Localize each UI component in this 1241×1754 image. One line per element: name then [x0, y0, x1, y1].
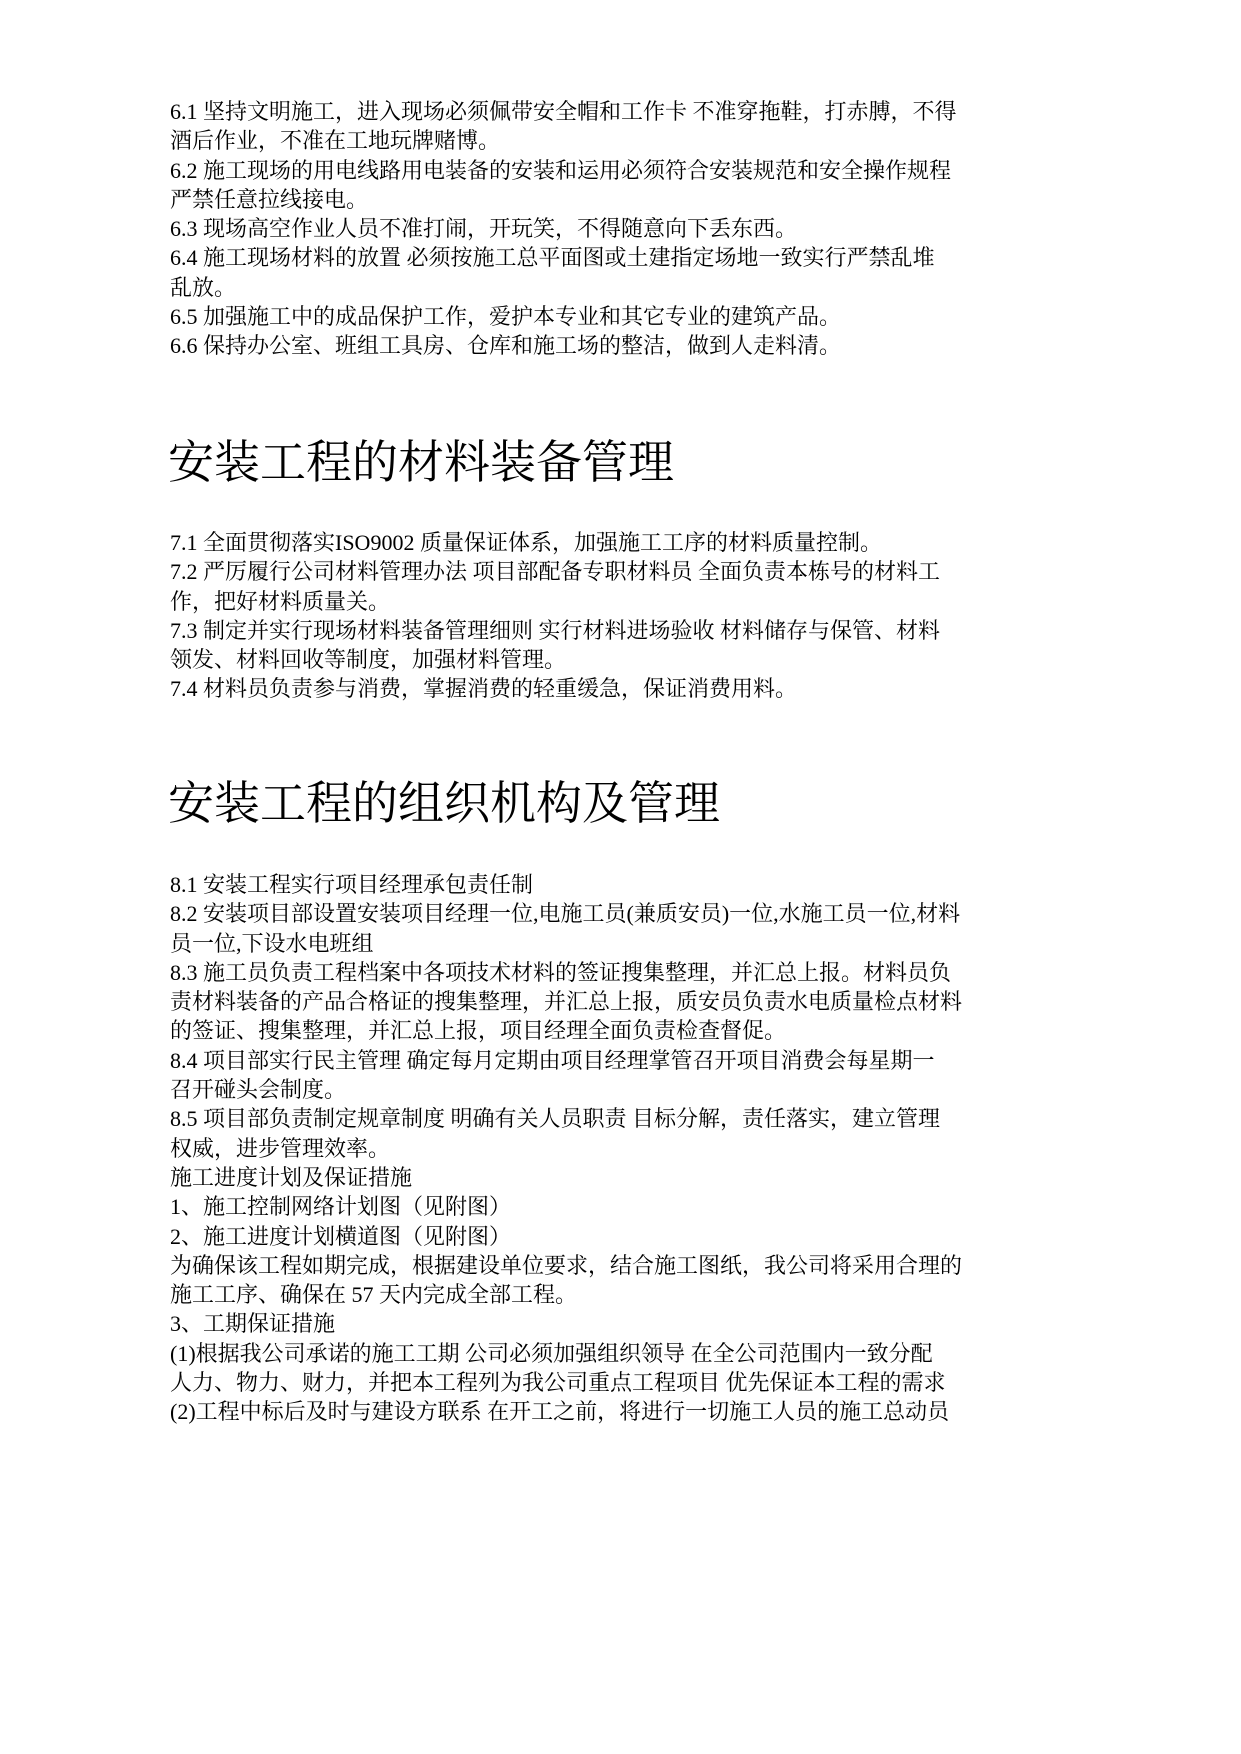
text-line: 7.4 材料员负责参与消费，掌握消费的轻重缓急，保证消费用料。	[170, 676, 798, 702]
text-line: 为确保该工程如期完成，根据建设单位要求，结合施工图纸，我公司将采用合理的	[170, 1252, 963, 1278]
text-line: 8.3 施工员负责工程档案中各项技术材料的签证搜集整理，并汇总上报。材料员负	[170, 959, 952, 985]
text-line: 8.4 项目部实行民主管理 确定每月定期由项目经理掌管召开项目消费会每星期一	[170, 1047, 935, 1073]
section-heading-materials: 安装工程的材料装备管理	[168, 435, 674, 489]
section-7-body	[170, 528, 940, 704]
text-line: 权威，进步管理效率。	[170, 1135, 391, 1161]
text-line: 8.2 安装项目部设置安装项目经理一位,电施工员(兼质安员)一位,水施工员一位,材料	[170, 901, 961, 927]
text-line: 严禁任意拉线接电。	[170, 186, 369, 212]
text-line: 1、施工控制网络计划图（见附图）	[170, 1194, 512, 1220]
text-line: 领发、材料回收等制度，加强材料管理。	[170, 647, 567, 673]
text-line: 6.1 坚持文明施工，进入现场必须佩带安全帽和工作卡 不准穿拖鞋，打赤膊，不得	[170, 99, 957, 124]
text-line: 7.3 制定并实行现场材料装备管理细则 实行材料进场验收 材料储存与保管、材料	[170, 617, 941, 643]
text-line: 7.2 严厉履行公司材料管理办法 项目部配备专职材料员 全面负责本栋号的材料工	[170, 559, 941, 585]
text-line: 召开碰头会制度。	[170, 1077, 347, 1103]
text-line: 6.2 施工现场的用电线路用电装备的安装和运用必须符合安装规范和安全操作规程	[170, 157, 952, 183]
section-heading-organization: 安装工程的组织机构及管理	[168, 776, 720, 830]
text-line: 的签证、搜集整理，并汇总上报，项目经理全面负责检查督促。	[170, 1018, 787, 1044]
text-line: 酒后作业，不准在工地玩牌赌博。	[170, 128, 501, 154]
text-line: 7.1 全面贯彻落实ISO9002 质量保证体系，加强施工工序的材料质量控制。	[170, 530, 882, 555]
subheading-schedule: 施工进度计划及保证措施	[170, 1164, 413, 1190]
text-line: 人力、物力、财力，并把本工程列为我公司重点工程项目 优先保证本工程的需求	[170, 1370, 946, 1396]
text-line: 责材料装备的产品合格证的搜集整理，并汇总上报，质安员负责水电质量检点材料	[170, 989, 963, 1015]
text-line: 2、施工进度计划横道图（见附图）	[170, 1223, 512, 1249]
text-line: 8.5 项目部负责制定规章制度 明确有关人员职责 目标分解，责任落实，建立管理	[170, 1106, 941, 1132]
text-line: 6.5 加强施工中的成品保护工作，爱护本专业和其它专业的建筑产品。	[170, 304, 842, 330]
text-line: 施工工序、确保在 57 天内完成全部工程。	[170, 1282, 578, 1308]
section-8-body	[170, 870, 962, 1427]
text-line: 8.1 安装工程实行项目经理承包责任制	[170, 872, 534, 897]
text-line: 乱放。	[170, 274, 237, 300]
text-line: 3、工期保证措施	[170, 1311, 336, 1337]
text-line: 员一位,下设水电班组	[170, 930, 374, 956]
text-line: (1)根据我公司承诺的施工工期 公司必须加强组织领导 在全公司范围内一致分配	[170, 1340, 933, 1366]
text-line: 6.4 施工现场材料的放置 必须按施工总平面图或土建指定场地一致实行严禁乱堆	[170, 245, 935, 271]
text-line: 6.3 现场高空作业人员不准打闹，开玩笑，不得随意向下丢东西。	[170, 216, 798, 242]
text-line: 作，把好材料质量关。	[170, 588, 391, 614]
section-6-body	[170, 97, 957, 361]
text-line: (2)工程中标后及时与建设方联系 在开工之前，将进行一切施工人员的施工总动员	[170, 1399, 950, 1425]
text-line: 6.6 保持办公室、班组工具房、仓库和施工场的整洁，做到人走料清。	[170, 333, 842, 359]
